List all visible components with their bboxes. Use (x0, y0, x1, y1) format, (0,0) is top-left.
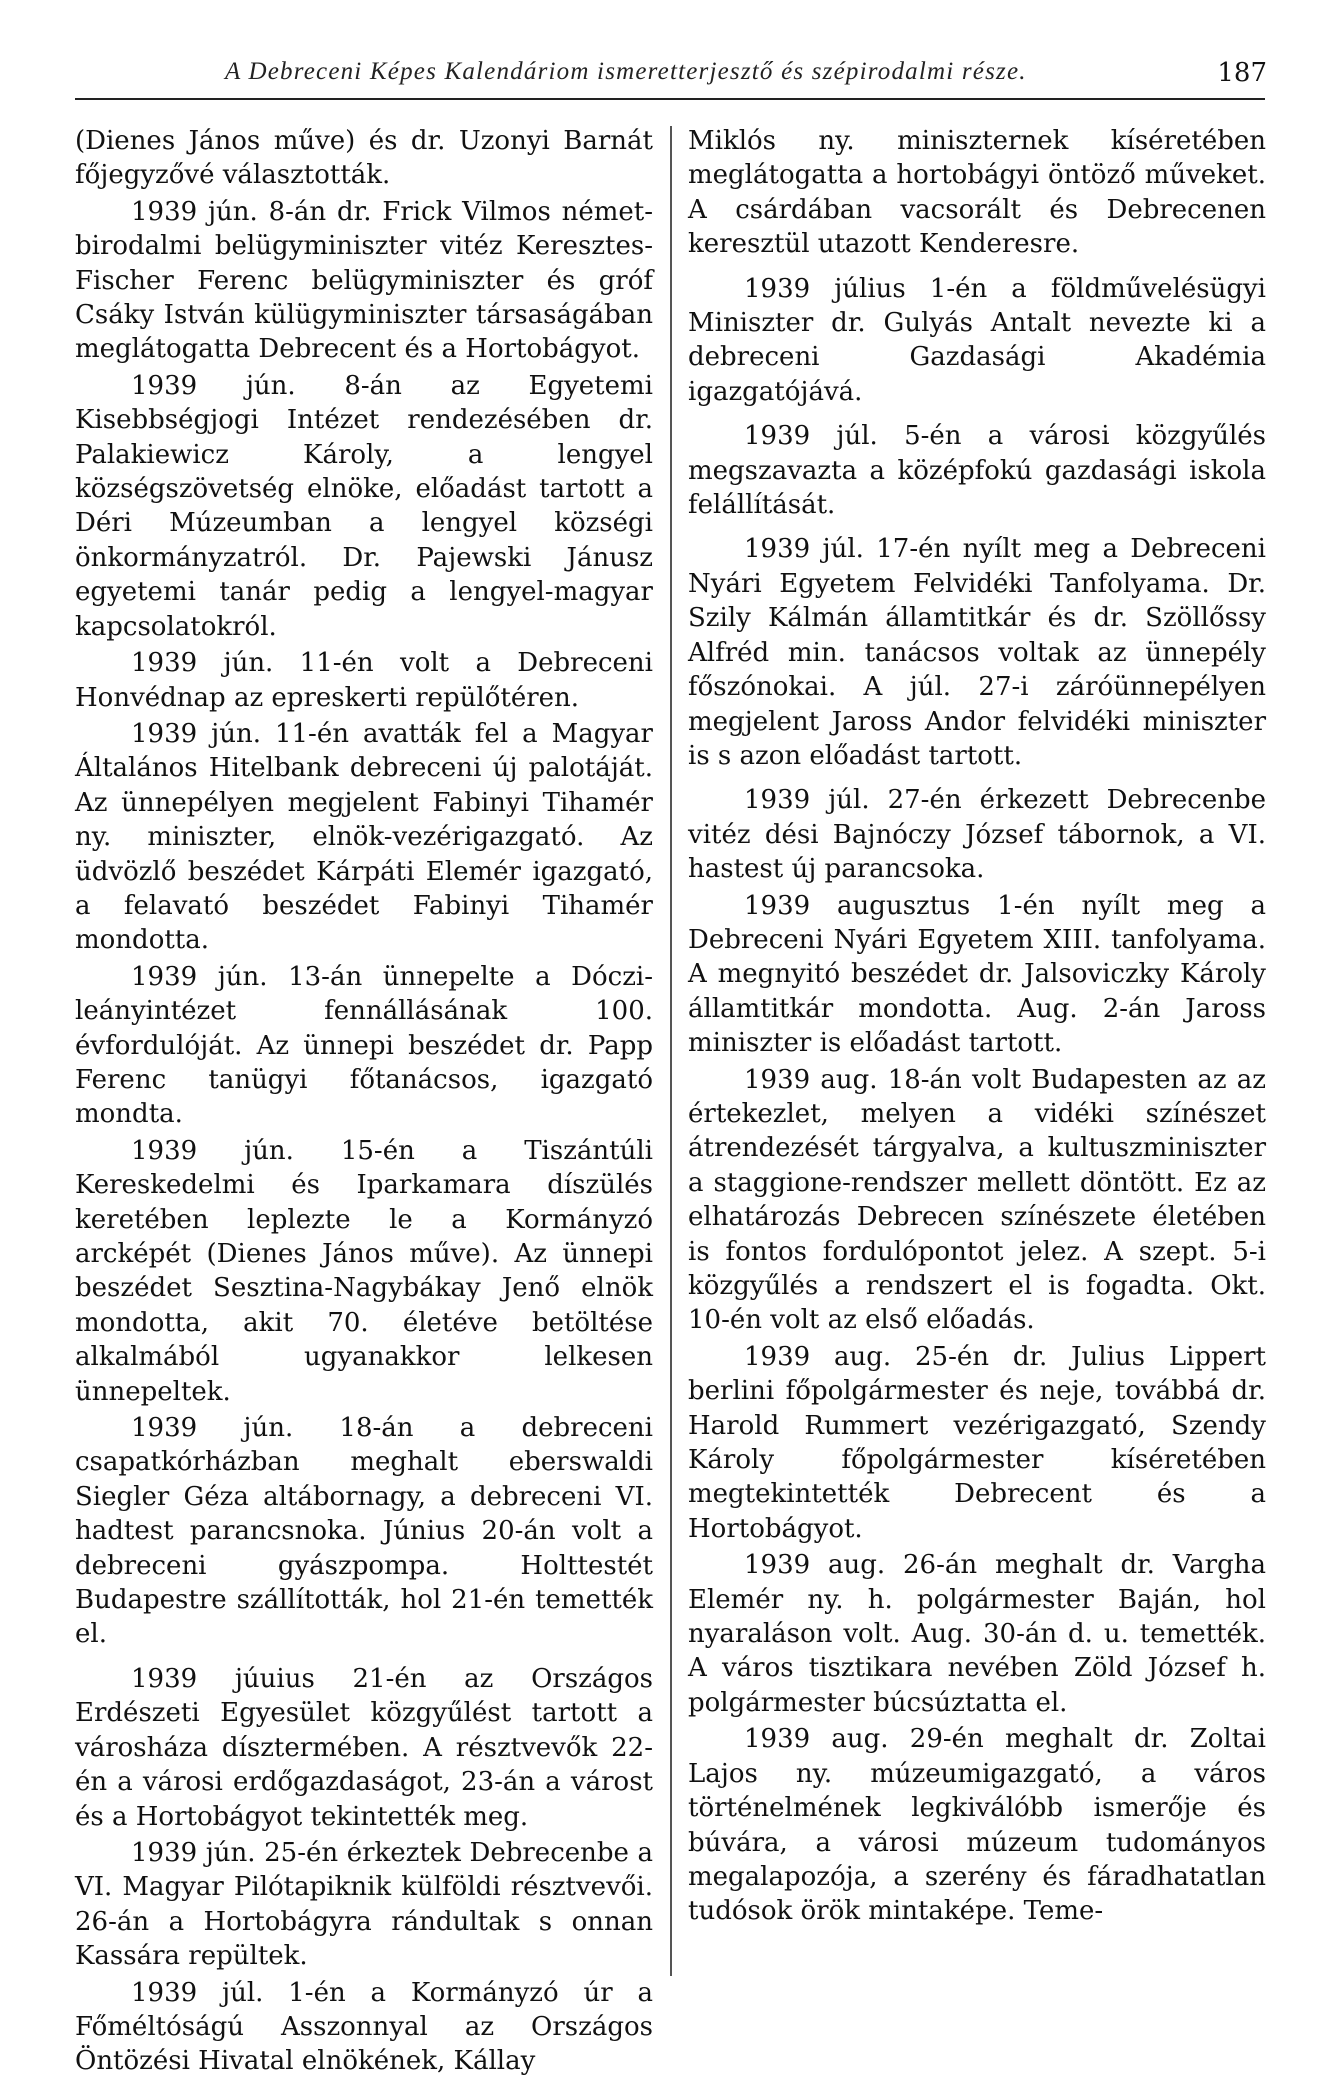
left-column (75, 124, 653, 2081)
paragraph: 1939 augusztus 1-én nyílt meg a Debreceni Nyári Egyetem XIII. tanfolyama. A megnyitó beszédet dr. Jalsoviczky Károly államtitkár mondotta. Aug. 2-án Jaross miniszter is előadást tartott. (688, 890, 1266, 1059)
paragraph: 1939 júl. 5-én a városi közgyűlés megszavazta a középfokú gazdasági iskola felállítását. (688, 421, 1266, 521)
paragraph: 1939 jún. 8-án dr. Frick Vilmos német-birodalmi belügyminiszter vitéz Keresztes-Fischer Ferenc belügyminiszter és gróf Csáky István külügyminiszter társaságában meglátogatta Debrecent és a Hortobágyot. (75, 196, 653, 365)
paragraph: 1939 aug. 29-én meghalt dr. Zoltai Lajos ny. múzeumigazgató, a város történelmének legkiválóbb ismerője és búvára, a városi múzeum tudományos megalapozója, a szerény és fáradhatatlan tudósok örök mintaképe. Teme- (688, 1724, 1266, 1927)
paragraph: 1939 jún. 13-án ünnepelte a Dóczi-leányintézet fennállásának 100. évfordulóját. Az ünnepi beszédet dr. Papp Ferenc tanügyi főtanácsos, igazgató mondta. (75, 961, 653, 1130)
paragraph: 1939 júl. 17-én nyílt meg a Debreceni Nyári Egyetem Felvidéki Tanfolyama. Dr. Szily Kálmán államtitkár és dr. Szöllőssy Alfréd min. tanácsos voltak az ünnepély főszónokai. A júl. 27-i záróünnepélyen megjelent Jaross Andor felvidéki miniszter is s azon előadást tartott. (688, 534, 1266, 771)
running-header (175, 58, 1267, 98)
paragraph: 1939 jún. 11-én avatták fel a Magyar Általános Hitelbank debreceni új palotáját. Az ünnepélyen megjelent Fabinyi Tihamér ny. miniszter, elnök-vezérigazgató. Az üdvözlő beszédet Kárpáti Elemér igazgató, a felavató beszédet Fabinyi Tihamér mondotta. (75, 718, 653, 956)
paragraph: 1939 aug. 26-án meghalt dr. Vargha Elemér ny. h. polgármester Baján, hol nyaraláson volt. Aug. 30-án d. u. temették. A város tisztikara nevében Zöld József h. polgármester búcsúztatta el. (688, 1550, 1266, 1718)
header-rule (75, 98, 1265, 100)
paragraph: (Dienes János műve) és dr. Uzonyi Barnát főjegyzővé választották. (75, 126, 653, 191)
header-title: A Debreceni Képes Kalendáriom ismeretterjesztő és szépirodalmi része. (225, 58, 1027, 85)
paragraph: 1939 júl. 27-én érkezett Debrecenbe vitéz dési Bajnóczy József tábornok, a VI. hastest új parancsoka. (688, 785, 1266, 885)
right-column (688, 124, 1266, 1931)
paragraph: 1939 jún. 25-én érkeztek Debrecenbe a VI. Magyar Pilótapiknik külföldi résztvevői. 26-án a Hortobágyra rándultak s onnan Kassára repültek. (75, 1837, 653, 1972)
column-divider (670, 126, 672, 1976)
paragraph: 1939 júl. 1-én a Kormányzó úr a Főméltóságú Asszonnyal az Országos Öntözési Hivatal elnökének, Kállay (75, 1977, 653, 2077)
page-number: 187 (1217, 58, 1267, 88)
paragraph: Miklós ny. miniszternek kíséretében meglátogatta a hortobágyi öntöző műveket. A csárdában vacsorált és Debrecenen keresztül utazott Kenderesre. (688, 126, 1266, 260)
paragraph: 1939 aug. 25-én dr. Julius Lippert berlini főpolgármester és neje, továbbá dr. Harold Rummert vezérigazgató, Szendy Károly főpolgármester kíséretében megtekintették Debrecent és a Hortobágyot. (688, 1341, 1266, 1544)
paragraph: 1939 aug. 18-án volt Budapesten az az értekezlet, melyen a vidéki színészet átrendezését tárgyalva, a kultuszminiszter a staggione-rendszer mellett döntött. Ez az elhatározás Debrecen színészete életében is fontos fordulópontot jelez. A szept. 5-i közgyűlés a rendszert el is fogadta. Okt. 10-én volt az első előadás. (688, 1064, 1266, 1336)
paragraph: 1939 jún. 15-én a Tiszántúli Kereskedelmi és Iparkamara díszülés keretében leplezte le a Kormányzó arcképét (Dienes János műve). Az ünnepi beszédet Sesztina-Nagybákay Jenő elnök mondotta, akit 70. életéve betöltése alkalmából ugyanakkor lelkesen ünnepeltek. (75, 1135, 653, 1407)
paragraph: 1939 jún. 18-án a debreceni csapatkórházban meghalt eberswaldi Siegler Géza altábornagy, a debreceni VI. hadtest parancsnoka. Június 20-án volt a debreceni gyászpompa. Holttestét Budapestre szállították, hol 21-én temették el. (75, 1413, 653, 1650)
paragraph: 1939 jún. 8-án az Egyetemi Kisebbségjogi Intézet rendezésében dr. Palakiewicz Károly, a lengyel községszövetség elnöke, előadást tartott a Déri Múzeumban a lengyel községi önkormányzatról. Dr. Pajewski Jánusz egyetemi tanár pedig a lengyel-magyar kapcsolatokról. (75, 370, 653, 642)
paragraph: 1939 jún. 11-én volt a Debreceni Honvédnap az epreskerti repülőtéren. (75, 648, 653, 713)
paragraph: 1939 július 1-én a földművelésügyi Miniszter dr. Gulyás Antalt nevezte ki a debreceni Gazdasági Akadémia igazgatójává. (688, 273, 1266, 407)
paragraph: 1939 júuius 21-én az Országos Erdészeti Egyesület közgyűlést tartott a városháza dísztermében. A résztvevők 22-én a városi erdőgazdaságot, 23-án a várost és a Hortobágyot tekintették meg. (75, 1663, 653, 1832)
